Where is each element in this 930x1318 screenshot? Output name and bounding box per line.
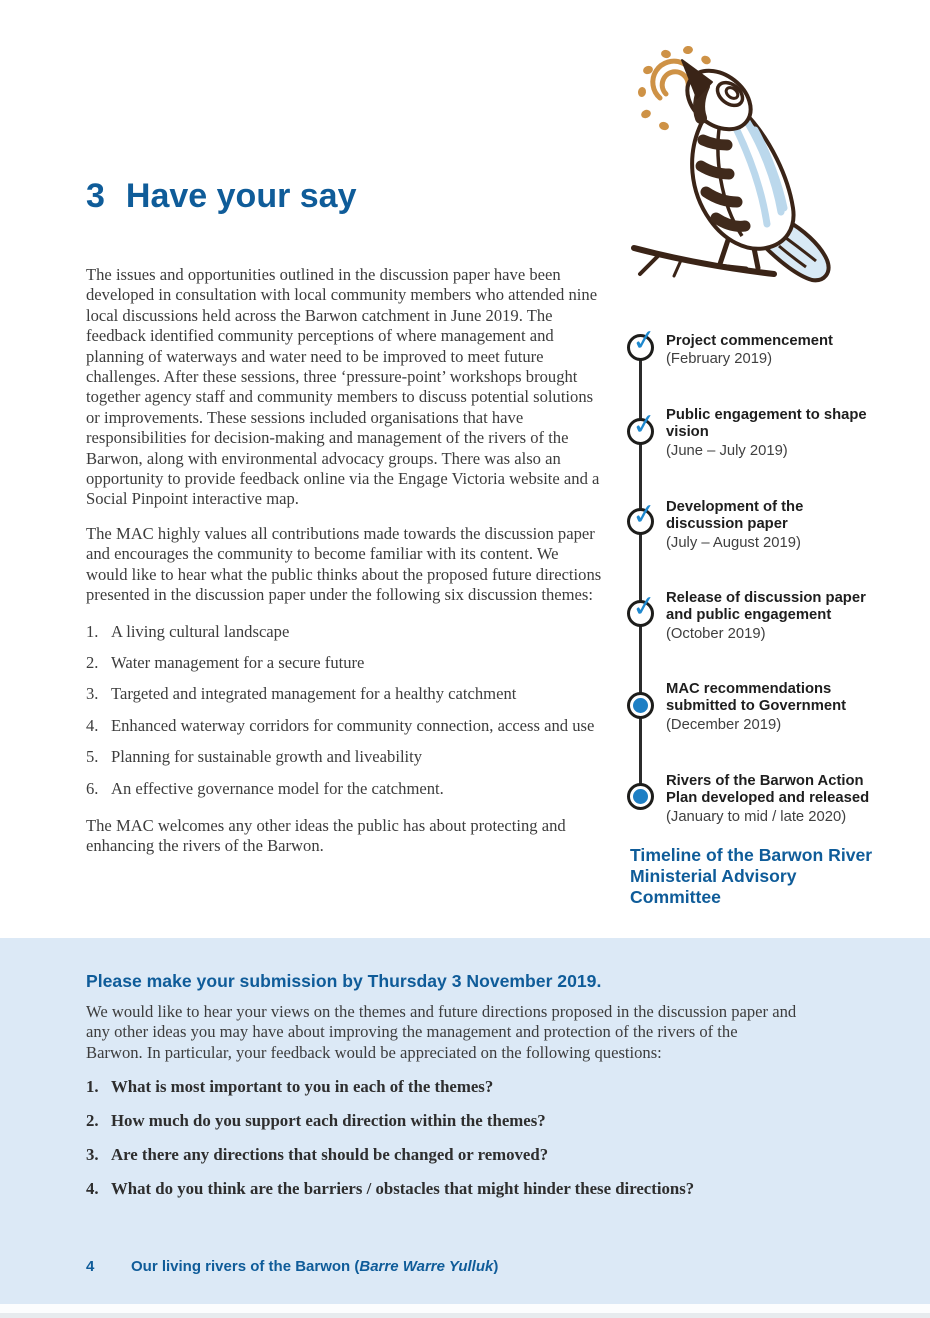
list-number: 1. [86, 621, 99, 641]
list-item [86, 1111, 844, 1131]
list-text: An effective governance model for the catchment. [111, 778, 444, 798]
section-title [86, 178, 602, 214]
list-text: How much do you support each direction within the themes? [111, 1111, 546, 1131]
paragraph-mac-values: The MAC highly values all contributions made towards the discussion paper and encourages the community to become familiar with its content. We would like to hear what the public thinks about the proposed future directions presented in the discussion paper under the following six discussion themes: [86, 523, 602, 605]
dot-icon [633, 789, 648, 804]
list-item [86, 684, 602, 704]
list-item [86, 1179, 844, 1199]
list-number: 2. [86, 652, 99, 672]
page-number: 4 [86, 1258, 95, 1275]
timeline-caption: Timeline of the Barwon River Ministerial Advisory Committee [630, 845, 873, 907]
list-item [86, 747, 602, 767]
timeline-item: Rivers of the Barwon Action Plan developed and released (January to mid / late 2020) [666, 773, 870, 825]
submission-intro: We would like to hear your views on the themes and future directions proposed in the discussion paper and any other ideas you may have about improving the management and protection of the rivers of the Barwon. In particular, your feedback would be appreciated on the following questions: [86, 1002, 797, 1062]
page-footer [86, 1258, 498, 1275]
filled-circle-icon [627, 783, 654, 810]
timeline-column [626, 0, 894, 940]
timeline-item: Public engagement to shape vision (June – July 2019) [666, 407, 867, 459]
list-item [86, 1077, 844, 1097]
list-item [86, 779, 602, 799]
list-item [86, 653, 602, 673]
submission-callout [0, 938, 930, 1304]
check-icon: ✓ [629, 405, 658, 443]
check-circle-icon [627, 495, 658, 535]
paragraph-mac-welcomes: The MAC welcomes any other ideas the public has about protecting and enhancing the rivers of the Barwon. [86, 815, 566, 856]
timeline-item: MAC recommendations submitted to Government (December 2019) [666, 681, 847, 733]
check-circle-icon [627, 321, 658, 361]
list-number: 1. [86, 1077, 99, 1097]
list-text: Are there any directions that should be changed or removed? [111, 1145, 549, 1165]
list-number: 2. [86, 1111, 99, 1131]
dot-icon [633, 698, 648, 713]
list-number: 4. [86, 1178, 99, 1198]
check-icon: ✓ [629, 587, 658, 625]
list-text: Enhanced waterway corridors for community connection, access and use [111, 715, 595, 735]
check-circle-icon [627, 405, 658, 445]
timeline-item: Project commencement (February 2019) [666, 333, 833, 368]
list-number: 6. [86, 778, 99, 798]
questions-list [86, 1077, 844, 1199]
timeline-item: Release of discussion paper and public engagement (October 2019) [666, 590, 866, 642]
themes-list [86, 622, 602, 799]
check-icon: ✓ [629, 321, 658, 359]
check-icon: ✓ [629, 495, 658, 533]
check-circle-icon [627, 587, 658, 627]
section-title-text: Have your say [125, 177, 357, 215]
filled-circle-icon [627, 692, 654, 719]
bird-illustration [618, 26, 854, 288]
timeline-item: Development of the discussion paper (July – August 2019) [666, 499, 804, 551]
page-edge-divider [0, 1313, 930, 1318]
list-text: Targeted and integrated management for a healthy catchment [111, 684, 517, 704]
list-item [86, 622, 602, 642]
list-item [86, 716, 602, 736]
list-number: 5. [86, 747, 99, 767]
list-text: Water management for a secure future [111, 652, 365, 672]
paragraph-consultation: The issues and opportunities outlined in the discussion paper have been developed in consultation with local community members who attended nine local discussions held across the Barwon catchment in June 2019. The feedback identified community perceptions of where management and planning of waterways and water need to be improved to meet future challenges. After these sessions, three ‘pressure-point’ workshops brought together agency staff and community members to discuss potential solutions or improvements. These sessions included organisations that have responsibilities for decision-making and management of the rivers of the Barwon, along with environmental advocacy groups. There was also an opportunity to provide feedback online via the Engage Victoria website and a Social Pinpoint interactive map. [86, 265, 600, 509]
document-title: Our living rivers of the Barwon (Barre Warre Yulluk) [131, 1258, 499, 1275]
list-number: 3. [86, 684, 99, 704]
submission-deadline-heading: Please make your submission by Thursday 3 November 2019. [86, 971, 602, 991]
page-bottom-margin [0, 1304, 930, 1313]
list-item [86, 1145, 844, 1165]
list-text: A living cultural landscape [111, 621, 290, 641]
list-text: What is most important to you in each of the themes? [111, 1077, 494, 1097]
main-column [86, 178, 602, 857]
list-text: What do you think are the barriers / obstacles that might hinder these directions? [111, 1178, 695, 1198]
list-number: 4. [86, 715, 99, 735]
list-number: 3. [86, 1145, 99, 1165]
list-text: Planning for sustainable growth and liveability [111, 747, 423, 767]
section-number: 3 [86, 177, 105, 215]
